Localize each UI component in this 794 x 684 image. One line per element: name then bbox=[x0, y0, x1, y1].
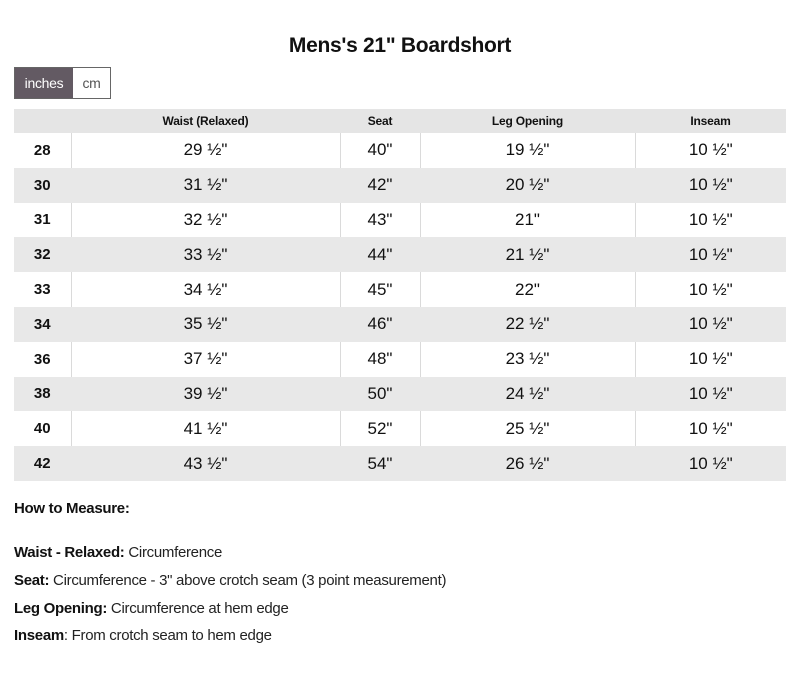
size-cell: 28 bbox=[14, 133, 71, 168]
how-to-measure-heading: How to Measure: bbox=[14, 500, 130, 517]
seat-cell: 52" bbox=[340, 411, 420, 446]
measure-text: Circumference - 3" above crotch seam (3 point measurement) bbox=[49, 572, 447, 589]
measure-text: Circumference at hem edge bbox=[107, 600, 289, 617]
waist-cell: 37 ½" bbox=[71, 342, 340, 377]
unit-inches-button[interactable]: inches bbox=[15, 68, 73, 98]
measure-label: Leg Opening: bbox=[14, 600, 108, 617]
seat-cell: 48" bbox=[340, 342, 420, 377]
inseam-cell: 10 ½" bbox=[635, 411, 786, 446]
waist-cell: 33 ½" bbox=[71, 237, 340, 272]
inseam-cell: 10 ½" bbox=[635, 203, 786, 238]
size-cell: 38 bbox=[14, 377, 71, 412]
seat-cell: 45" bbox=[340, 272, 420, 307]
table-row bbox=[14, 237, 786, 272]
table-row bbox=[14, 133, 786, 168]
seat-cell: 50" bbox=[340, 377, 420, 412]
header-seat: Seat bbox=[340, 109, 420, 133]
waist-cell: 41 ½" bbox=[71, 411, 340, 446]
header-waist: Waist (Relaxed) bbox=[71, 109, 340, 133]
seat-cell: 43" bbox=[340, 203, 420, 238]
waist-cell: 43 ½" bbox=[71, 446, 340, 481]
unit-toggle bbox=[14, 67, 111, 99]
inseam-cell: 10 ½" bbox=[635, 342, 786, 377]
seat-cell: 44" bbox=[340, 237, 420, 272]
leg-opening-cell: 19 ½" bbox=[420, 133, 635, 168]
header-leg-opening: Leg Opening bbox=[420, 109, 635, 133]
waist-cell: 39 ½" bbox=[71, 377, 340, 412]
leg-opening-cell: 25 ½" bbox=[420, 411, 635, 446]
leg-opening-cell: 24 ½" bbox=[420, 377, 635, 412]
header-inseam: Inseam bbox=[635, 109, 786, 133]
leg-opening-cell: 26 ½" bbox=[420, 446, 635, 481]
size-cell: 32 bbox=[14, 237, 71, 272]
seat-cell: 54" bbox=[340, 446, 420, 481]
leg-opening-cell: 21" bbox=[420, 203, 635, 238]
size-cell: 30 bbox=[14, 168, 71, 203]
inseam-cell: 10 ½" bbox=[635, 237, 786, 272]
inseam-cell: 10 ½" bbox=[635, 133, 786, 168]
measure-seat bbox=[14, 572, 446, 589]
table-row bbox=[14, 307, 786, 342]
size-cell: 31 bbox=[14, 203, 71, 238]
waist-cell: 31 ½" bbox=[71, 168, 340, 203]
waist-cell: 32 ½" bbox=[71, 203, 340, 238]
measure-inseam bbox=[14, 627, 272, 644]
seat-cell: 46" bbox=[340, 307, 420, 342]
seat-cell: 42" bbox=[340, 168, 420, 203]
size-cell: 36 bbox=[14, 342, 71, 377]
measure-label: Waist - Relaxed: bbox=[14, 544, 125, 561]
table-row bbox=[14, 411, 786, 446]
size-cell: 34 bbox=[14, 307, 71, 342]
page-title: Mens's 21" Boardshort bbox=[288, 34, 512, 57]
measure-label: Seat: bbox=[14, 572, 50, 589]
table-row bbox=[14, 272, 786, 307]
inseam-cell: 10 ½" bbox=[635, 307, 786, 342]
size-cell: 33 bbox=[14, 272, 71, 307]
size-chart-table bbox=[14, 109, 786, 481]
waist-cell: 35 ½" bbox=[71, 307, 340, 342]
leg-opening-cell: 22" bbox=[420, 272, 635, 307]
table-header-row bbox=[14, 109, 786, 133]
measure-label: Inseam bbox=[14, 627, 64, 644]
measure-text: : From crotch seam to hem edge bbox=[63, 627, 272, 644]
leg-opening-cell: 21 ½" bbox=[420, 237, 635, 272]
seat-cell: 40" bbox=[340, 133, 420, 168]
inseam-cell: 10 ½" bbox=[635, 168, 786, 203]
inseam-cell: 10 ½" bbox=[635, 377, 786, 412]
inseam-cell: 10 ½" bbox=[635, 272, 786, 307]
table-row bbox=[14, 168, 786, 203]
table-row bbox=[14, 203, 786, 238]
header-size bbox=[14, 109, 71, 133]
unit-cm-button[interactable]: cm bbox=[73, 68, 110, 98]
leg-opening-cell: 20 ½" bbox=[420, 168, 635, 203]
measure-text: Circumference bbox=[124, 544, 223, 561]
inseam-cell: 10 ½" bbox=[635, 446, 786, 481]
leg-opening-cell: 23 ½" bbox=[420, 342, 635, 377]
table-row bbox=[14, 377, 786, 412]
waist-cell: 29 ½" bbox=[71, 133, 340, 168]
measure-leg-opening bbox=[14, 600, 289, 617]
measure-waist bbox=[14, 544, 222, 561]
table-row bbox=[14, 342, 786, 377]
size-cell: 42 bbox=[14, 446, 71, 481]
leg-opening-cell: 22 ½" bbox=[420, 307, 635, 342]
table-row bbox=[14, 446, 786, 481]
size-cell: 40 bbox=[14, 411, 71, 446]
waist-cell: 34 ½" bbox=[71, 272, 340, 307]
